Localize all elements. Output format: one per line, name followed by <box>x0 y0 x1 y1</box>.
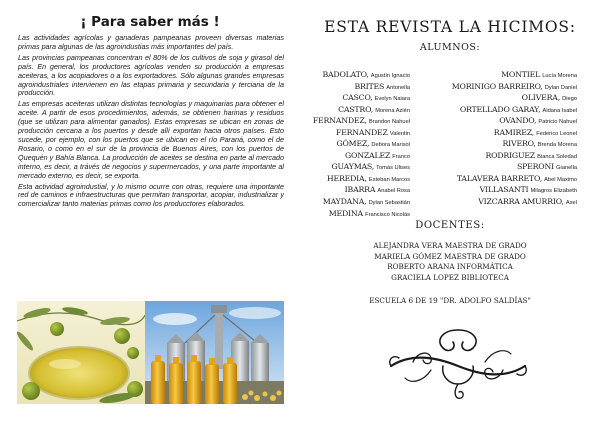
student-entry: FERNANDEZ Valentin <box>335 127 410 137</box>
student-entry: TALAVERA BARRETO, Abel Maximo <box>456 173 577 183</box>
grain-silo-photo <box>145 301 284 404</box>
students-list-left <box>313 70 410 220</box>
student-entry: FERNANDEZ, Brandon Nahuel <box>312 116 410 126</box>
teachers-heading: DOCENTES: <box>415 220 485 231</box>
student-entry: ORTELLADO GARAY, Aldana Isabel <box>459 104 577 114</box>
article-paragraph: Las actividades agrícolas y ganaderas pampeanas proveen diversas materias primas para algunas de las agroindustias más importantes del país. <box>18 33 284 51</box>
student-entry: MAYDANA, Dylan Sebastián <box>322 197 410 207</box>
article-paragraph: Esta actividad agroindustial, y lo mismo ocurre con otras, requiere una importante red de caminos e infraestructuras que permitan transportar, acopiar, industrializar y comercializar tanto materias primas como los producctores elaborados. <box>18 181 284 209</box>
right-page <box>300 0 600 424</box>
flourish-ornament <box>383 322 533 404</box>
students-list-right <box>452 70 577 209</box>
student-entry: GONZALEZ Franco <box>344 150 410 160</box>
teacher-entry: MARIELA GÓMEZ MAESTRA DE GRADO <box>374 251 526 261</box>
student-entry: VILLASANTI Milagros Elizabeth <box>479 185 577 195</box>
teacher-entry: ROBERTO ARANA INFORMÁTICA <box>387 262 513 271</box>
student-entry: MORINIGO BARREIRO, Dylan Daniel <box>451 81 577 91</box>
credits-title: ESTA REVISTA LA HICIMOS: <box>324 18 576 36</box>
student-entry: HEREDIA, Esteban Marcos <box>326 173 410 183</box>
olive-oil-photo <box>17 301 145 404</box>
student-entry: OLIVERA, Diego <box>521 93 577 103</box>
student-entry: BADOLATO, Agustín Ignacio <box>322 70 410 79</box>
article-paragraph: Las provincias pampeanas concentran el 80% de los cultivos de soja y girasol del país. En general, los productores agrícolas venden su producción a empresas aceiteras, a los acopiadores o a los exportadores. Sólo algunas grandes empresas agroindustriales intervienen en las etapas primaria y secundaria y terciaria de la producción. <box>18 52 284 98</box>
student-entry: SPERONI Gianella <box>516 162 577 172</box>
article-paragraph: Las empresas aceiteras utilizan distintas tecnologías y maquinarias para obtener el aceite. A partir de esos procedimientos, además, se obtienen harinas y residuos (que se utilizan para alimentar ganados). Estas empresas se ubican en zonas de producción cercana a los puertos y desde allí exportan hacia otros países. Esto sucede, por ejemplo, con los puertos que se ubican en el río Paraná, como el de Rosario, o como en el sur de la provincia de Buenos Aires, con los puertos de Quequén y Bahía Blanca. La producción de aceites se destina en parte al mercado interno, es decir, a trávés de negocios y supermercados, y una parte importante al mercado externo, es decir, se exporta. <box>18 99 284 180</box>
student-entry: CASCO, Evelyn Naiara <box>342 93 410 103</box>
student-entry: MEDINA Francisco Nicolás <box>328 208 410 218</box>
student-entry: IBARRA Anabel Rosa <box>344 185 410 195</box>
student-entry: RAMIREZ, Federico Leonel <box>493 127 577 137</box>
students-heading: ALUMNOS: <box>419 42 481 53</box>
student-entry: BRITES Antonella <box>354 81 410 91</box>
teacher-entry: GRACIELA LOPEZ BIBLIOTECA <box>391 272 509 282</box>
student-entry: GÓMEZ, Debora Marisol <box>336 139 410 149</box>
student-entry: CASTRO, Morena Azlén <box>338 104 410 114</box>
student-entry: RIVERO, Brenda Morena <box>502 139 577 149</box>
page-title: ¡ Para saber más ! <box>80 14 220 30</box>
teachers-list <box>300 241 600 283</box>
student-entry: GUAYMAS, Tomás Ulises <box>331 162 410 172</box>
student-entry: VIZCARRA AMURRIO, Axel <box>478 197 577 207</box>
student-entry: RODRIGUEZ Bianca Soledad <box>485 150 577 160</box>
article-body <box>18 34 284 211</box>
school-name: ESCUELA 6 DE 19 "DR. ADOLFO SALDÍAS" <box>369 296 531 305</box>
student-entry: MONTIEL Lucía Morena <box>501 70 577 79</box>
teacher-entry: ALEJANDRA VERA MAESTRA DE GRADO <box>373 241 527 250</box>
student-entry: OVANDO, Patricio Nahuel <box>499 116 577 126</box>
